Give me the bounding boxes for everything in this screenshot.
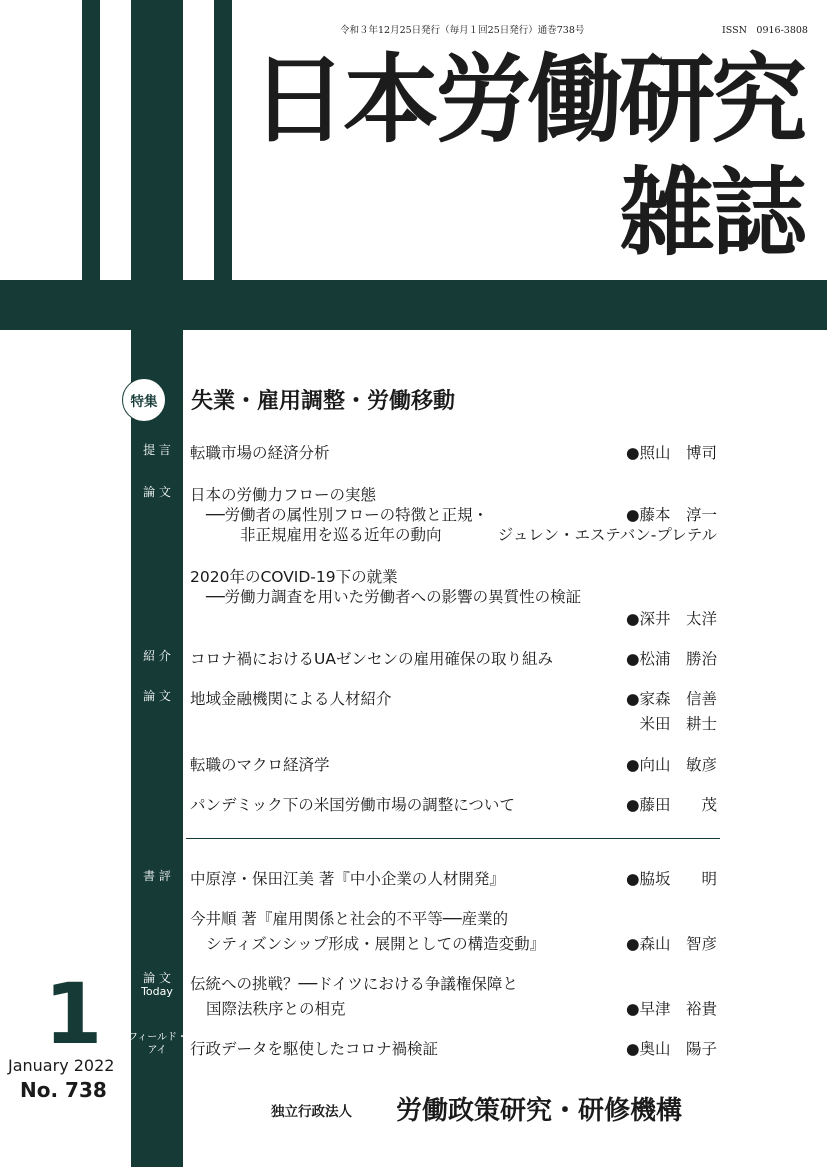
toc-author: ジュレン・エステバン-プレテル	[497, 526, 717, 544]
toc-subtitle: ──労働力調査を用いた労働者への影響の異質性の検証	[206, 588, 582, 606]
toc-author: ●藤本 淳一	[625, 506, 717, 524]
toc-title[interactable]: コロナ禍におけるUAゼンセンの雇用確保の取り組み	[190, 650, 553, 668]
toc-author: ●早津 裕貴	[625, 1000, 717, 1018]
toc-category-sub: アイ	[147, 1045, 167, 1056]
toc-title[interactable]: パンデミック下の米国労働市場の調整について	[190, 796, 515, 814]
toc-author: ●家森 信善	[625, 690, 717, 708]
toc-subtitle: 国際法秩序との相克	[206, 1000, 346, 1018]
feature-badge: 特集	[122, 378, 166, 422]
toc-author: ●照山 博司	[625, 444, 717, 462]
issue-number: 1	[44, 965, 103, 1063]
issue-note: 令和３年12月25日発行（毎月１回25日発行）通巻738号	[340, 25, 585, 36]
toc-subtitle: 非正規雇用を巡る近年の動向	[240, 526, 442, 544]
toc-title[interactable]: 地域金融機関による人材紹介	[190, 690, 392, 708]
publisher-name: 労働政策研究・研修機構	[396, 1096, 683, 1126]
toc-author: ●脇坂 明	[625, 870, 717, 888]
toc-category-sub: Today	[141, 985, 173, 998]
toc-author: ●深井 太洋	[625, 610, 717, 628]
toc-category: 論 文	[143, 689, 171, 703]
toc-author: ●藤田 茂	[625, 796, 717, 814]
left-vertical-band	[82, 0, 100, 290]
toc-subtitle: シティズンシップ形成・展開としての構造変動』	[206, 935, 546, 953]
toc-title[interactable]: 今井順 著『雇用関係と社会的不平等──産業的	[190, 910, 509, 928]
toc-author: ●奥山 陽子	[625, 1040, 717, 1058]
right-vertical-band	[214, 0, 232, 290]
toc-title[interactable]: 日本の労働力フローの実態	[190, 486, 377, 504]
horizontal-band	[0, 280, 827, 330]
toc-title[interactable]: 行政データを駆使したコロナ禍検証	[190, 1040, 439, 1058]
toc-category: 紹 介	[143, 649, 171, 663]
toc-title[interactable]: 中原淳・保田江美 著『中小企業の人材開発』	[190, 870, 505, 888]
issn: ISSN 0916-3808	[722, 25, 808, 36]
toc-author: ●森山 智彦	[625, 935, 717, 953]
journal-title-line1: 日本労働研究	[251, 44, 803, 156]
feature-title: 失業・雇用調整・労働移動	[191, 389, 456, 414]
toc-category: 書 評	[143, 869, 171, 883]
toc-title[interactable]: 転職市場の経済分析	[190, 444, 330, 462]
toc-title[interactable]: 伝統への挑戦？──ドイツにおける争議権保障と	[190, 975, 518, 993]
publisher-prefix: 独立行政法人	[271, 1104, 352, 1120]
issue-no: No. 738	[20, 1078, 107, 1102]
toc-category: 論 文	[143, 485, 171, 499]
toc-author: ●松浦 勝治	[625, 650, 717, 668]
toc-category: フィールド・	[128, 1032, 187, 1043]
toc-title[interactable]: 2020年のCOVID-19下の就業	[190, 568, 398, 586]
journal-title-line2: 雑誌	[619, 157, 803, 269]
issue-date: January 2022	[8, 1056, 115, 1075]
toc-author: 米田 耕士	[639, 715, 717, 733]
toc-title[interactable]: 転職のマクロ経済学	[190, 756, 330, 774]
toc-author: ●向山 敏彦	[625, 756, 717, 774]
toc-category: 提 言	[143, 443, 171, 457]
toc-category: 論 文	[143, 971, 171, 985]
toc-subtitle: ──労働者の属性別フローの特徴と正規・	[206, 506, 489, 524]
section-divider	[186, 838, 720, 839]
